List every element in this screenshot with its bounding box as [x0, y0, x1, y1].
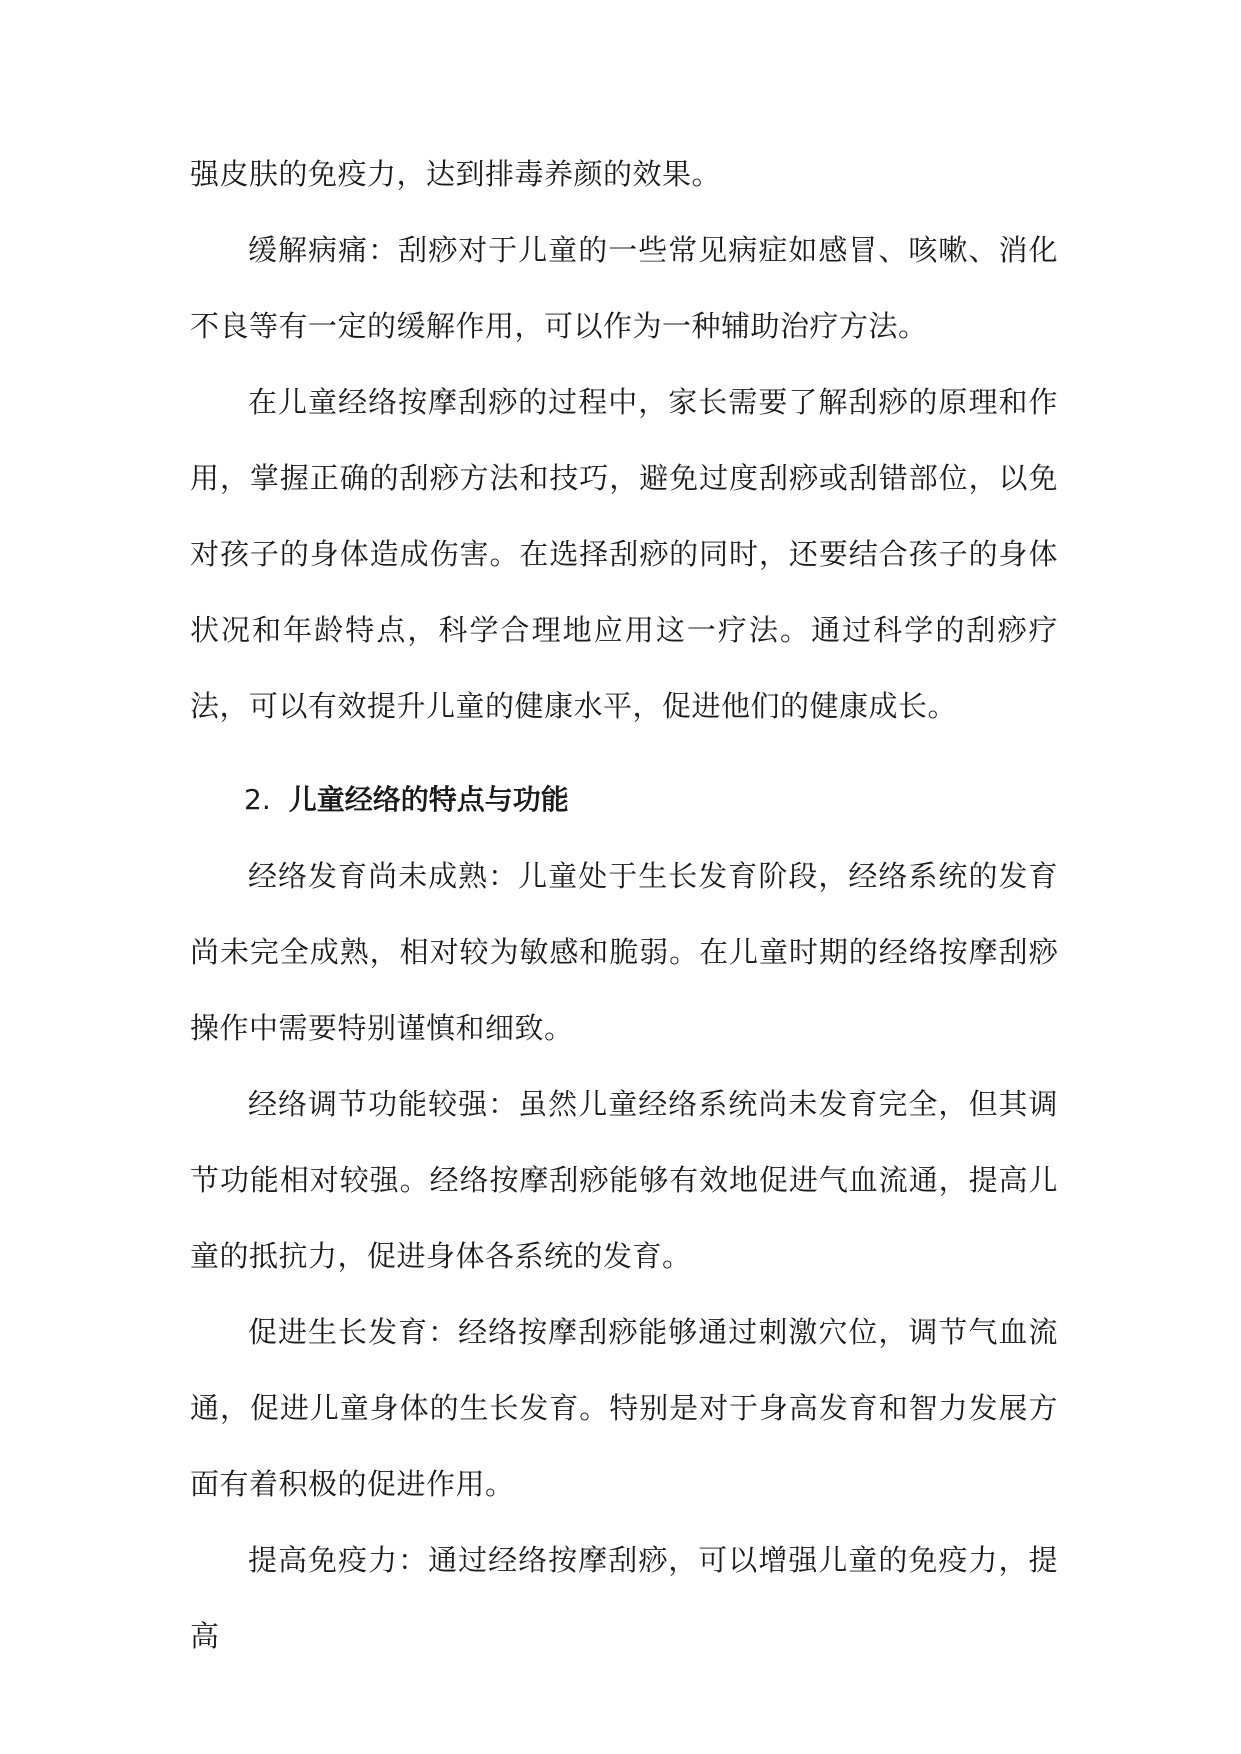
- section-number: 2.: [244, 783, 271, 816]
- paragraph-meridian-regulation: 经络调节功能较强：虽然儿童经络系统尚未发育完全，但其调节功能相对较强。经络按摩刮痧能够有效地促进气血流通，提高儿童的抵抗力，促进身体各系统的发育。: [190, 1087, 1058, 1273]
- paragraph-growth: 促进生长发育：经络按摩刮痧能够通过刺激穴位，调节气血流通，促进儿童身体的生长发育。特别是对于身高发育和智力发展方面有着积极的促进作用。: [190, 1315, 1058, 1501]
- document-page: [190, 136, 1058, 1674]
- section-title: 儿童经络的特点与功能: [288, 783, 569, 816]
- section-heading: [190, 762, 1058, 838]
- paragraph-parent-guidance: 在儿童经络按摩刮痧的过程中，家长需要了解刮痧的原理和作用，掌握正确的刮痧方法和技巧，避免过度刮痧或刮错部位，以免对孩子的身体造成伤害。在选择刮痧的同时，还要结合孩子的身体状况和年龄特点，科学合理地应用这一疗法。通过科学的刮痧疗法，可以有效提升儿童的健康水平，促进他们的健康成长。: [190, 385, 1058, 723]
- paragraph-immunity: 提高免疫力：通过经络按摩刮痧，可以增强儿童的免疫力，提高: [190, 1543, 1058, 1653]
- paragraph-relieve-pain: 缓解病痛：刮痧对于儿童的一些常见病症如感冒、咳嗽、消化不良等有一定的缓解作用，可以作为一种辅助治疗方法。: [190, 233, 1058, 343]
- paragraph-meridian-immature: 经络发育尚未成熟：儿童处于生长发育阶段，经络系统的发育尚未完全成熟，相对较为敏感和脆弱。在儿童时期的经络按摩刮痧操作中需要特别谨慎和细致。: [190, 859, 1058, 1045]
- paragraph-continuation: 强皮肤的免疫力，达到排毒养颜的效果。: [190, 157, 722, 191]
